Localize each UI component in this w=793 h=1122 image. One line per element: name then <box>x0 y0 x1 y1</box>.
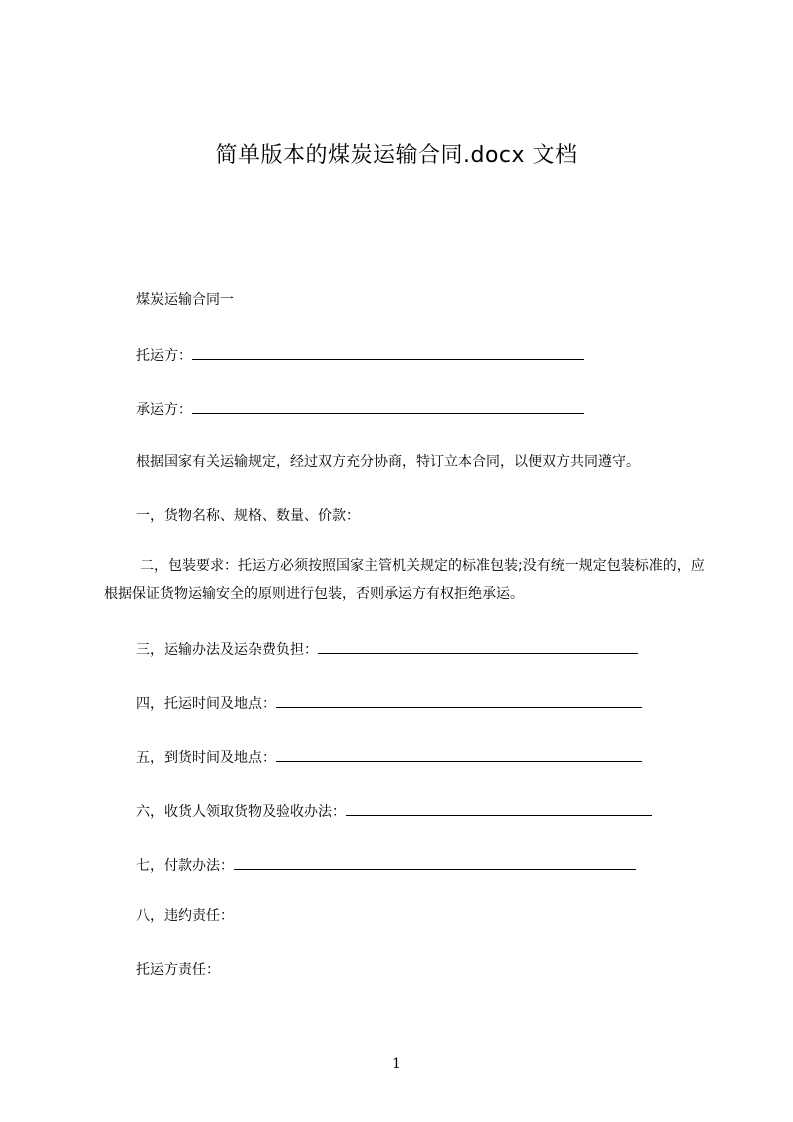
clause-transport-fees-label: 三，运输办法及运杂费负担： <box>136 642 318 658</box>
clause-liability: 八，违约责任： <box>136 908 234 924</box>
clause-transport-fees <box>136 638 638 660</box>
clause-arrival-time-blank[interactable] <box>276 746 642 762</box>
shipper-blank[interactable] <box>192 344 584 360</box>
clause-receipt <box>136 800 652 822</box>
clause-payment <box>136 854 636 876</box>
clause-shipping-time-blank[interactable] <box>276 692 642 708</box>
clause-arrival-time <box>136 746 642 768</box>
clause-transport-fees-blank[interactable] <box>318 638 638 654</box>
clause-payment-label: 七，付款办法： <box>136 858 234 874</box>
shipper-liability: 托运方责任： <box>136 962 220 978</box>
clause-receipt-blank[interactable] <box>346 800 652 816</box>
page-number: 1 <box>392 1056 401 1072</box>
clause-shipping-time-label: 四，托运时间及地点： <box>136 696 276 712</box>
clause-receipt-label: 六，收货人领取货物及验收办法： <box>136 804 346 820</box>
carrier-label: 承运方： <box>136 402 192 418</box>
carrier-blank[interactable] <box>192 398 584 414</box>
shipper-label: 托运方： <box>136 348 192 364</box>
contract-subtitle: 煤炭运输合同一 <box>136 292 234 308</box>
clause-packaging: 二，包装要求：托运方必须按照国家主管机关规定的标准包装;没有统一规定包装标准的，应根据保证货物运输安全的原则进行包装，否则承运方有权拒绝承运。 <box>104 558 705 602</box>
carrier-field <box>136 398 584 420</box>
clause-payment-blank[interactable] <box>234 854 636 870</box>
clause-goods: 一，货物名称、规格、数量、价款： <box>136 508 360 524</box>
clause-arrival-time-label: 五，到货时间及地点： <box>136 750 276 766</box>
shipper-field <box>136 344 584 366</box>
clause-shipping-time <box>136 692 642 714</box>
document-title: 简单版本的煤炭运输合同.docx 文档 <box>215 143 578 168</box>
intro-paragraph: 根据国家有关运输规定，经过双方充分协商，特订立本合同，以便双方共同遵守。 <box>136 454 640 470</box>
